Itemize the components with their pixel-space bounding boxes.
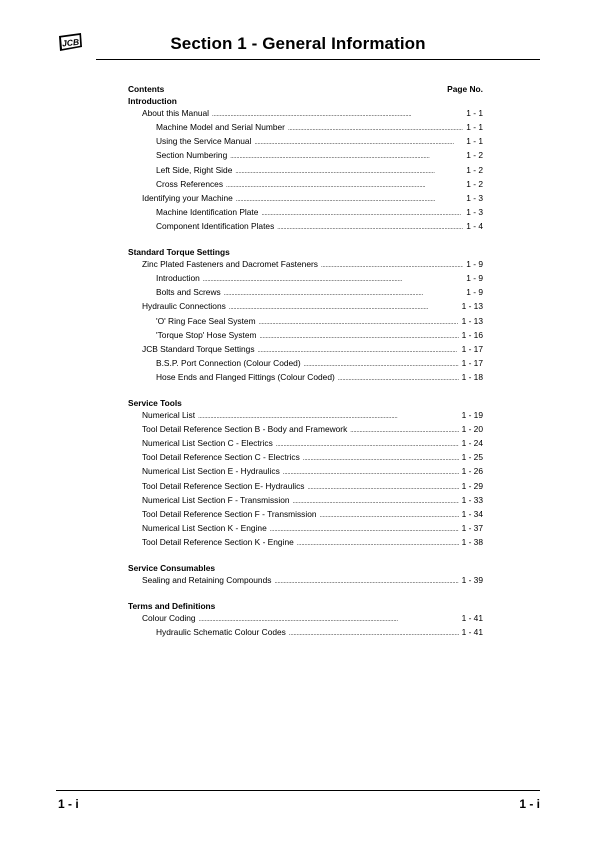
- toc-body: [128, 95, 483, 640]
- toc-entry-page: 1 - 39: [461, 575, 483, 586]
- footer-rule: [56, 790, 540, 791]
- dot-leader: [320, 508, 459, 522]
- toc-entry-page: 1 - 3: [466, 206, 483, 217]
- dot-leader: [203, 272, 463, 286]
- toc-entry[interactable]: [128, 107, 483, 121]
- toc-entry[interactable]: [128, 626, 483, 640]
- toc-entry-label: Colour Coding: [142, 613, 196, 624]
- toc-entry[interactable]: [128, 423, 483, 437]
- dot-leader: [270, 522, 459, 536]
- toc-entry[interactable]: [128, 300, 483, 314]
- section-spacer: [128, 385, 483, 397]
- toc-entry-page: 1 - 9: [466, 259, 483, 270]
- toc-entry-page: 1 - 19: [461, 410, 483, 421]
- toc-entry-label: Hydraulic Schematic Colour Codes: [156, 627, 286, 638]
- footer-page-left: 1 - i: [58, 797, 79, 811]
- dot-leader: [212, 107, 463, 121]
- toc-entry[interactable]: [128, 465, 483, 479]
- toc-entry-page: 1 - 1: [466, 122, 483, 133]
- toc-entry-label: Bolts and Screws: [156, 287, 221, 298]
- section-spacer: [128, 234, 483, 246]
- toc-entry-label: About this Manual: [142, 108, 210, 119]
- dot-leader: [235, 164, 463, 178]
- toc-entry[interactable]: [128, 536, 483, 550]
- contents-label: Contents: [128, 84, 165, 94]
- section-spacer: [128, 588, 483, 600]
- toc-entry[interactable]: [128, 135, 483, 149]
- toc-entry-label: Numerical List Section K - Engine: [142, 522, 267, 533]
- toc-entry-label: JCB Standard Torque Settings: [142, 343, 255, 354]
- toc-entry-page: 1 - 2: [466, 164, 483, 175]
- dot-leader: [230, 149, 463, 163]
- toc-entry-label: Tool Detail Reference Section E- Hydraulics: [142, 480, 305, 491]
- toc-entry-page: 1 - 38: [461, 536, 483, 547]
- toc-entry-label: Tool Detail Reference Section F - Transmission: [142, 508, 317, 519]
- toc-entry-label: Tool Detail Reference Section B - Body and Framework: [142, 424, 348, 435]
- toc-entry-page: 1 - 3: [466, 192, 483, 203]
- dot-leader: [350, 423, 458, 437]
- toc-entry-label: Zinc Plated Fasteners and Dacromet Fasteners: [142, 259, 318, 270]
- toc-entry[interactable]: [128, 574, 483, 588]
- toc-entry-label: Sealing and Retaining Compounds: [142, 575, 272, 586]
- toc-entry-label: Numerical List Section F - Transmission: [142, 494, 290, 505]
- toc-entry[interactable]: [128, 522, 483, 536]
- toc-entry-label: Hose Ends and Flanged Fittings (Colour Coded): [156, 371, 335, 382]
- toc-entry-label: Left Side, Right Side: [156, 164, 233, 175]
- toc-entry[interactable]: [128, 451, 483, 465]
- dot-leader: [274, 574, 458, 588]
- dot-leader: [258, 343, 459, 357]
- dot-leader: [229, 300, 459, 314]
- toc-entry-page: 1 - 17: [461, 343, 483, 354]
- toc-entry-page: 1 - 29: [461, 480, 483, 491]
- toc-entry[interactable]: [128, 357, 483, 371]
- toc-entry-page: 1 - 13: [461, 301, 483, 312]
- dot-leader: [321, 258, 463, 272]
- toc-section-heading: Standard Torque Settings: [128, 247, 230, 258]
- toc-section-heading: Terms and Definitions: [128, 601, 216, 612]
- toc-entry[interactable]: [128, 206, 483, 220]
- toc-entry[interactable]: [128, 192, 483, 206]
- toc-entry[interactable]: [128, 329, 483, 343]
- toc-entry-label: 'Torque Stop' Hose System: [156, 329, 257, 340]
- toc-entry[interactable]: [128, 437, 483, 451]
- toc-entry-page: 1 - 2: [466, 178, 483, 189]
- toc-entry-label: Component Identification Plates: [156, 220, 275, 231]
- dot-leader: [260, 329, 459, 343]
- toc-entry-label: Cross References: [156, 178, 224, 189]
- toc-entry[interactable]: [128, 272, 483, 286]
- table-of-contents: [128, 83, 483, 640]
- toc-entry-page: 1 - 25: [461, 452, 483, 463]
- toc-entry-page: 1 - 34: [461, 508, 483, 519]
- dot-leader: [338, 371, 459, 385]
- toc-entry[interactable]: [128, 494, 483, 508]
- toc-entry[interactable]: [128, 343, 483, 357]
- toc-entry-page: 1 - 41: [461, 627, 483, 638]
- page-title: Section 1 - General Information: [170, 34, 426, 53]
- dot-leader: [283, 465, 459, 479]
- toc-entry[interactable]: [128, 612, 483, 626]
- toc-entry-label: Hydraulic Connections: [142, 301, 226, 312]
- toc-entry[interactable]: [128, 508, 483, 522]
- toc-entry-label: B.S.P. Port Connection (Colour Coded): [156, 357, 301, 368]
- toc-entry-page: 1 - 17: [461, 357, 483, 368]
- toc-entry-label: 'O' Ring Face Seal System: [156, 315, 256, 326]
- toc-entry-label: Using the Service Manual: [156, 136, 252, 147]
- dot-leader: [303, 451, 459, 465]
- svg-text:JCB: JCB: [61, 36, 80, 49]
- toc-entry-page: 1 - 13: [461, 315, 483, 326]
- toc-section-heading: Introduction: [128, 96, 177, 107]
- toc-entry-label: Section Numbering: [156, 150, 228, 161]
- header-rule: [96, 59, 540, 60]
- toc-entry-label: Machine Model and Serial Number: [156, 122, 285, 133]
- dot-leader: [259, 315, 459, 329]
- toc-entry-page: 1 - 16: [461, 329, 483, 340]
- dot-leader: [199, 612, 459, 626]
- toc-entry-label: Tool Detail Reference Section K - Engine: [142, 536, 294, 547]
- toc-entry-label: Machine Identification Plate: [156, 206, 259, 217]
- toc-entry-page: 1 - 20: [461, 424, 483, 435]
- toc-entry[interactable]: [128, 178, 483, 192]
- dot-leader: [307, 480, 458, 494]
- toc-entry-page: 1 - 1: [466, 136, 483, 147]
- toc-entry-page: 1 - 9: [466, 287, 483, 298]
- toc-entry-page: 1 - 18: [461, 371, 483, 382]
- toc-entry[interactable]: [128, 286, 483, 300]
- toc-entry-page: 1 - 1: [466, 108, 483, 119]
- toc-entry-page: 1 - 26: [461, 466, 483, 477]
- toc-entry-label: Introduction: [156, 273, 200, 284]
- toc-entry-page: 1 - 41: [461, 613, 483, 624]
- page-no-label: Page No.: [447, 84, 483, 94]
- toc-entry[interactable]: [128, 480, 483, 494]
- dot-leader: [288, 121, 463, 135]
- dot-leader: [254, 135, 463, 149]
- toc-section-heading: Service Tools: [128, 397, 182, 408]
- toc-entry[interactable]: [128, 164, 483, 178]
- section-spacer: [128, 550, 483, 562]
- toc-entry[interactable]: [128, 371, 483, 385]
- toc-entry-label: Numerical List: [142, 410, 196, 421]
- dot-leader: [276, 437, 459, 451]
- toc-header: [128, 83, 483, 95]
- toc-entry-label: Numerical List Section C - Electrics: [142, 438, 273, 449]
- toc-entry-label: Tool Detail Reference Section C - Electrics: [142, 452, 300, 463]
- toc-section-heading: Service Consumables: [128, 563, 216, 573]
- dot-leader: [226, 178, 463, 192]
- toc-entry-page: 1 - 4: [466, 220, 483, 231]
- toc-entry-page: 1 - 37: [461, 522, 483, 533]
- toc-entry-page: 1 - 2: [466, 150, 483, 161]
- toc-entry[interactable]: [128, 220, 483, 234]
- footer-page-right: 1 - i: [519, 797, 540, 811]
- toc-entry-page: 1 - 9: [466, 273, 483, 284]
- dot-leader: [236, 192, 463, 206]
- toc-entry-page: 1 - 24: [461, 438, 483, 449]
- dot-leader: [261, 206, 463, 220]
- toc-entry[interactable]: [128, 121, 483, 135]
- dot-leader: [277, 220, 463, 234]
- toc-entry-label: Identifying your Machine: [142, 192, 233, 203]
- toc-entry[interactable]: [128, 409, 483, 423]
- toc-entry-page: 1 - 33: [461, 494, 483, 505]
- dot-leader: [198, 409, 459, 423]
- toc-entry[interactable]: [128, 315, 483, 329]
- dot-leader: [293, 494, 459, 508]
- toc-entry-label: Numerical List Section E - Hydraulics: [142, 466, 280, 477]
- dot-leader: [289, 626, 459, 640]
- dot-leader: [304, 357, 459, 371]
- toc-entry[interactable]: [128, 149, 483, 163]
- dot-leader: [224, 286, 464, 300]
- toc-entry[interactable]: [128, 258, 483, 272]
- dot-leader: [297, 536, 459, 550]
